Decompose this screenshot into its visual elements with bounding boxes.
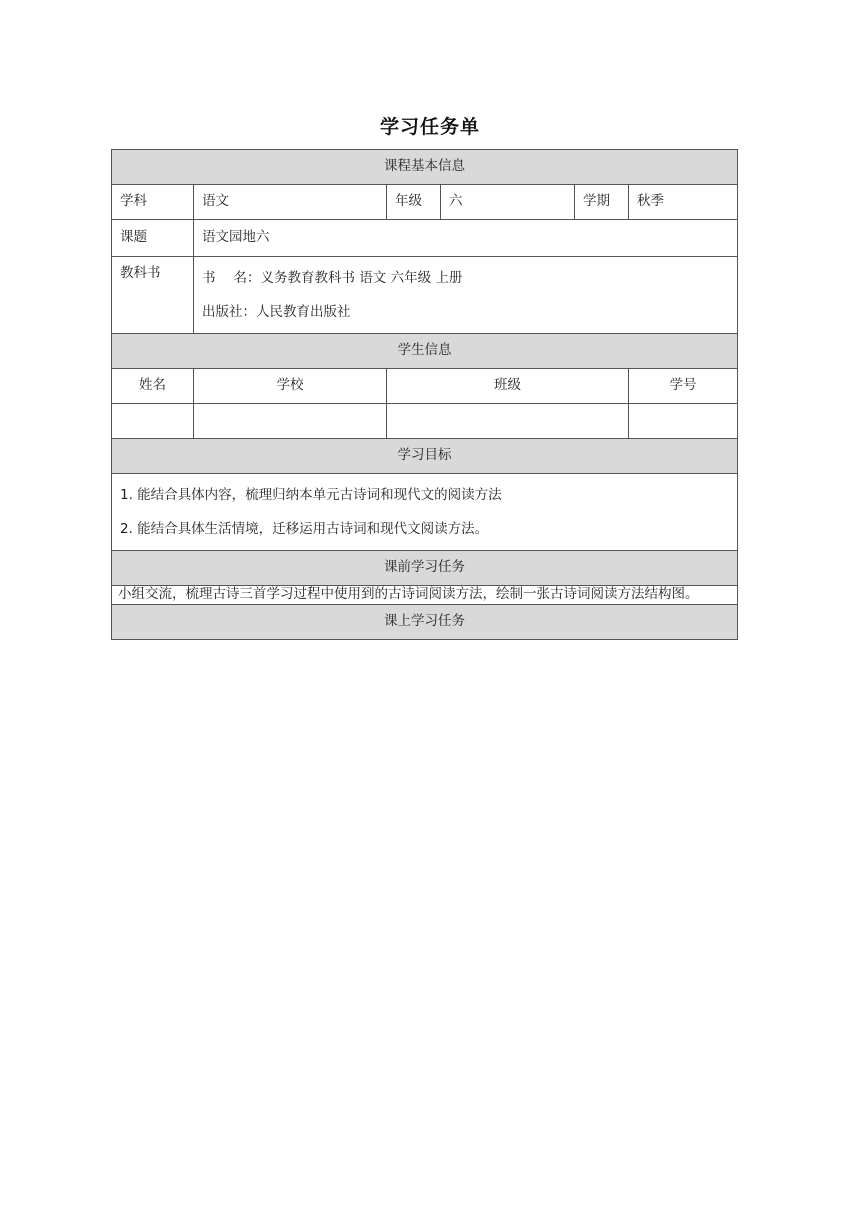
section-basic-info: 课程基本信息 [112, 150, 738, 185]
student-number-field[interactable] [629, 404, 738, 439]
term-label: 学期 [575, 185, 629, 220]
grade-value: 六 [441, 185, 575, 220]
book-name-value: 义务教育教科书 语文 六年级 上册 [260, 270, 463, 286]
publisher-value: 人民教育出版社 [256, 304, 351, 320]
book-name-label-2: 名： [233, 270, 261, 286]
topic-label: 课题 [112, 220, 194, 257]
goal-item: 1. 能结合具体内容，梳理归纳本单元古诗词和现代文的阅读方法 [120, 487, 502, 503]
student-class-field[interactable] [387, 404, 629, 439]
student-name-field[interactable] [112, 404, 194, 439]
book-name-label-1: 书 [202, 270, 216, 286]
textbook-info [194, 257, 738, 334]
subject-value: 语文 [194, 185, 387, 220]
page-title: 学习任务单 [379, 116, 480, 138]
topic-value: 语文园地六 [194, 220, 738, 257]
learning-goals-list [112, 474, 738, 551]
book-name-line [202, 261, 729, 295]
student-number-header: 学号 [629, 369, 738, 404]
task-sheet-table [111, 149, 738, 640]
term-value: 秋季 [629, 185, 738, 220]
student-school-field[interactable] [194, 404, 387, 439]
publisher-label: 出版社： [202, 304, 256, 320]
publisher-line [202, 295, 729, 329]
grade-label: 年级 [387, 185, 441, 220]
section-in-class-tasks: 课上学习任务 [112, 604, 738, 639]
section-student-info: 学生信息 [112, 334, 738, 369]
student-school-header: 学校 [194, 369, 387, 404]
student-class-header: 班级 [387, 369, 629, 404]
section-learning-goals: 学习目标 [112, 439, 738, 474]
textbook-label: 教科书 [112, 257, 194, 334]
subject-label: 学科 [112, 185, 194, 220]
goal-item: 2. 能结合具体生活情境，迁移运用古诗词和现代文阅读方法。 [120, 521, 489, 537]
section-pre-class-tasks: 课前学习任务 [112, 551, 738, 586]
pre-class-task-text: 小组交流，梳理古诗三首学习过程中使用到的古诗词阅读方法，绘制一张古诗词阅读方法结构图。 [112, 586, 738, 605]
student-name-header: 姓名 [112, 369, 194, 404]
